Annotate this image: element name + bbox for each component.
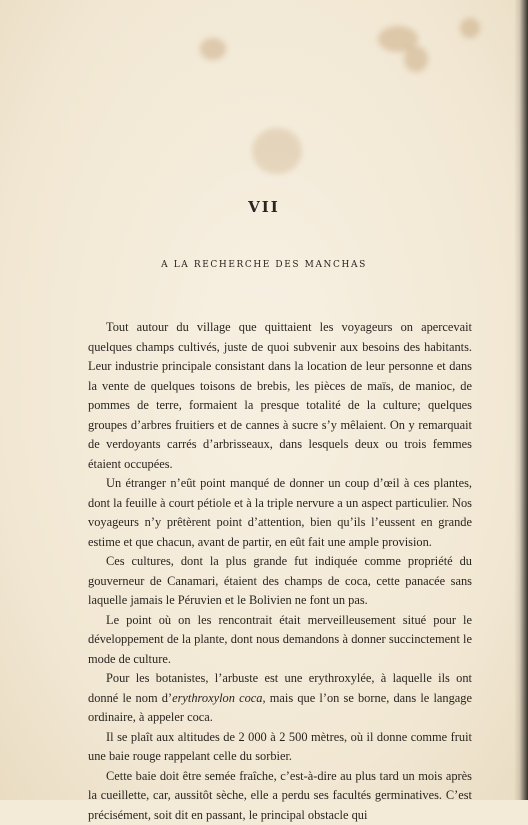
- paragraph: Il se plaît aux altitudes de 2 000 à 2 500 mètres, où il donne comme fruit une baie rouge rappelant celle du sorbier.: [88, 728, 472, 767]
- paragraph: Tout autour du village que quittaient les voyageurs on apercevait quelques champs cultivés, juste de quoi subvenir aux besoins des habitants. Leur industrie principale consistant dans la location de leur personne et dans la vente de quelques toisons de brebis, les pièces de maïs, de manioc, de pommes de terre, formaient la presque totalité de la culture; quelques groupes d’arbres fruitiers et de cannes à sucre s’y mêlaient. On y remarquait de verdoyants carrés d’arbrisseaux, dans lesquels deux ou trois femmes étaient occupées.: [88, 318, 472, 474]
- species-name-italic: erythroxylon coca: [172, 691, 262, 705]
- foxing-stain: [404, 46, 428, 72]
- foxing-stain: [200, 38, 226, 60]
- body-text: [88, 318, 472, 825]
- foxing-stain: [252, 128, 302, 174]
- chapter-title: A LA RECHERCHE DES MANCHAS: [0, 260, 528, 270]
- text-run: , mais que l’on se borne, dans le langage ordinaire, à appeler coca.: [88, 691, 472, 725]
- paragraph: Ces cultures, dont la plus grande fut indiquée comme propriété du gouverneur de Canamari, étaient des champs de coca, cette panacée sans laquelle jamais le Péruvien et le Bolivien ne font un pas.: [88, 552, 472, 611]
- paragraph: [88, 669, 472, 728]
- foxing-stain: [460, 18, 480, 38]
- book-gutter-shadow: [514, 0, 528, 800]
- text-run: Pour les botanistes, l’arbuste est une erythroxylée, à laquelle ils ont donné le nom d’: [88, 671, 472, 705]
- paragraph: Cette baie doit être semée fraîche, c’est-à-dire au plus tard un mois après la cueillette, car, aussitôt sèche, elle a perdu ses facultés germinatives. C’est précisément, soit dit en passant, le principal obstacle qui: [88, 767, 472, 825]
- chapter-number: VII: [0, 198, 528, 216]
- paragraph: Un étranger n’eût point manqué de donner un coup d’œil à ces plantes, dont la feuille à court pétiole et à la triple nervure a un aspect particulier. Nos voyageurs n’y prêtèrent point d’attention, bien qu’ils l’eussent en grande estime et que chacun, avant de partir, en eût fait une ample provision.: [88, 474, 472, 552]
- paragraph: Le point où on les rencontrait était merveilleusement situé pour le développement de la plante, dont nous demandons à donner succinctement le mode de culture.: [88, 611, 472, 670]
